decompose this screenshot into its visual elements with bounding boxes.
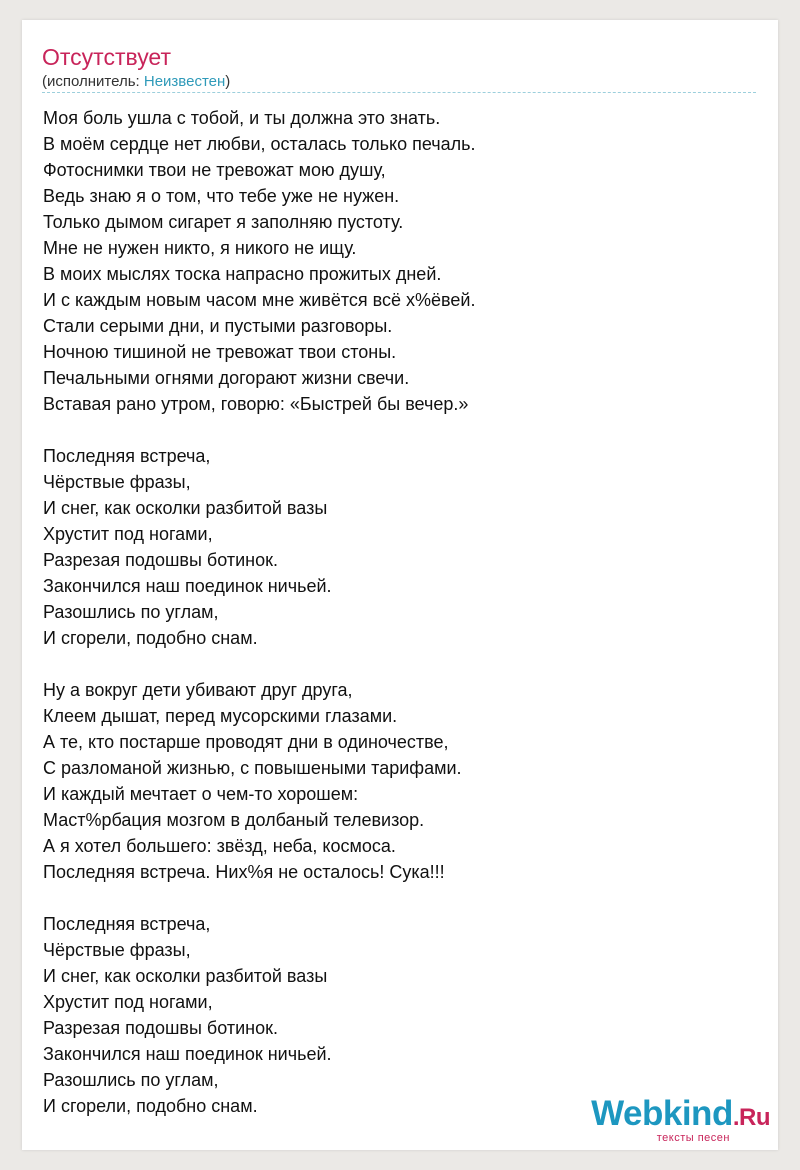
lyrics-stanza [43,105,743,417]
logo-wordmark [591,1096,770,1136]
lyric-line: Вставая рано утром, говорю: «Быстрей бы вечер.» [43,394,469,414]
lyric-line: Последняя встреча, [43,914,211,934]
lyric-line: Последняя встреча. Них%я не осталось! Сука!!! [43,862,445,882]
lyrics-stanza [43,911,743,1119]
lyric-line: И снег, как осколки разбитой вазы [43,498,328,518]
lyric-line: Разрезая подошвы ботинок. [43,1018,278,1038]
lyric-line: Только дымом сигарет я заполняю пустоту. [43,212,404,232]
lyric-line: Моя боль ушла с тобой, и ты должна это знать. [43,108,441,128]
lyric-line: Ночною тишиной не тревожат твои стоны. [43,342,397,362]
lyric-line: А те, кто постарше проводят дни в одиночестве, [43,732,449,752]
lyric-line: И сгорели, подобно снам. [43,628,258,648]
lyric-line: И снег, как осколки разбитой вазы [43,966,328,986]
lyric-line: В моих мыслях тоска напрасно прожитых дней. [43,264,442,284]
lyric-line: Фотоснимки твои не тревожат мою душу, [43,160,386,180]
lyric-line: А я хотел большего: звёзд, неба, космоса. [43,836,396,856]
lyric-line: Хрустит под ногами, [43,992,213,1012]
lyric-line: Чёрствые фразы, [43,472,191,492]
lyric-line: Закончился наш поединок ничьей. [43,1044,332,1064]
title-divider [42,92,756,93]
lyric-line: Печальными огнями догорают жизни свечи. [43,368,410,388]
logo-tagline: тексты песен [656,1132,730,1144]
logo-main-text: Webkind [591,1094,733,1133]
lyrics-text [43,105,743,1119]
lyric-line: Мне не нужен никто, я никого не ищу. [43,238,357,258]
logo-domain: .Ru [732,1104,770,1131]
lyric-line: И каждый мечтает о чем-то хорошем: [43,784,359,804]
lyric-line: Стали серыми дни, и пустыми разговоры. [43,316,393,336]
artist-link[interactable]: Неизвестен [143,73,226,90]
lyric-line: Разошлись по углам, [43,602,219,622]
lyric-line: И с каждым новым часом мне живётся всё х%ёвей. [43,290,476,310]
site-logo[interactable] [591,1096,770,1144]
artist-line [42,72,230,92]
lyric-line: С разломаной жизнью, с повышеными тарифами. [43,758,462,778]
lyric-line: Маст%рбация мозгом в долбаный телевизор. [43,810,425,830]
lyric-line: Последняя встреча, [43,446,211,466]
artist-prefix: (исполнитель: [42,73,144,90]
lyric-line: Клеем дышат, перед мусорскими глазами. [43,706,398,726]
lyric-line: Чёрствые фразы, [43,940,191,960]
lyric-line: Ну а вокруг дети убивают друг друга, [43,680,353,700]
lyrics-card [22,20,778,1150]
song-title: Отсутствует [42,44,171,70]
lyrics-stanza [43,443,743,651]
lyric-line: Ведь знаю я о том, что тебе уже не нужен. [43,186,400,206]
lyric-line: Хрустит под ногами, [43,524,213,544]
lyric-line: Разрезая подошвы ботинок. [43,550,278,570]
lyric-line: В моём сердце нет любви, осталась только печаль. [43,134,476,154]
lyric-line: И сгорели, подобно снам. [43,1096,258,1116]
lyric-line: Разошлись по углам, [43,1070,219,1090]
artist-suffix: ) [225,73,231,90]
lyric-line: Закончился наш поединок ничьей. [43,576,332,596]
lyrics-stanza [43,677,743,885]
